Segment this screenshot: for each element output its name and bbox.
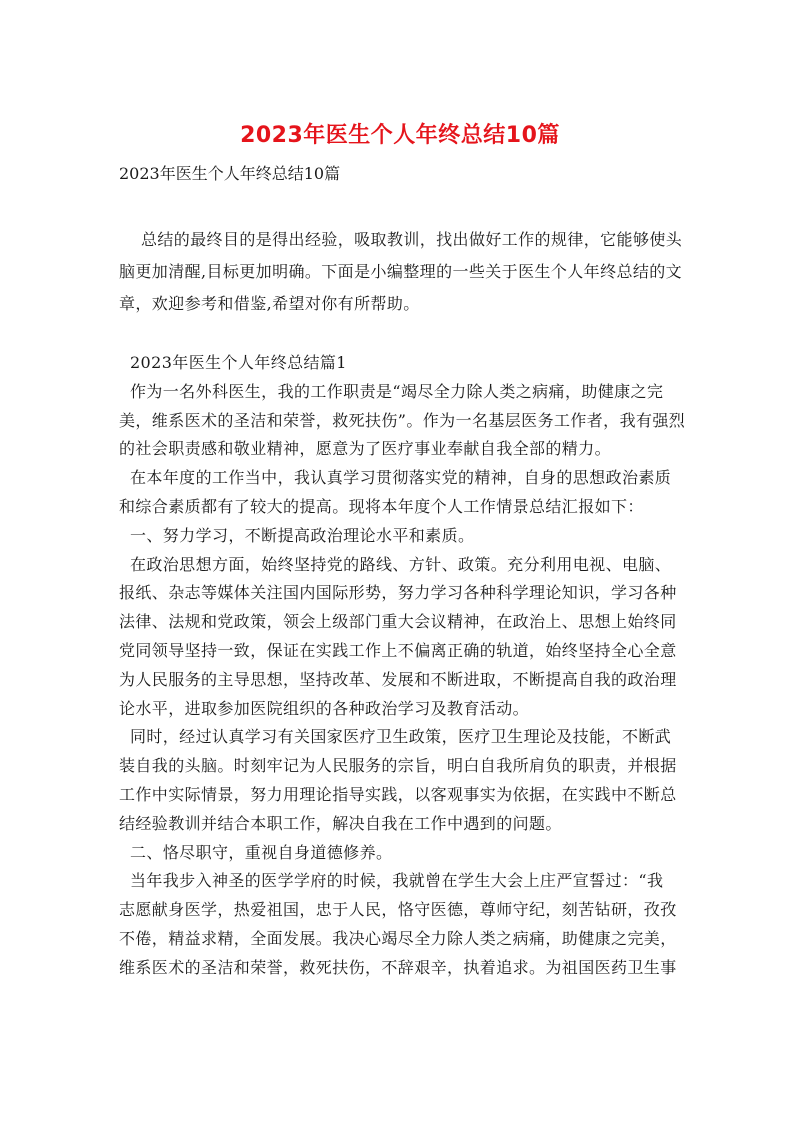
body-line: 志愿献身医学，热爱祖国，忠于人民，恪守医德，尊师守纪，刻苦钻研，孜孜 [119,900,677,920]
body-line: 在政治思想方面，始终坚持党的路线、方针、政策。充分利用电视、电脑、 [119,554,672,574]
body-line: 二、恪尽职守，重视自身道德修养。 [119,842,393,862]
body-line: 一、努力学习，不断提高政治理论水平和素质。 [119,525,475,545]
body-line: 工作中实际情景，努力用理论指导实践，以客观事实为依据，在实践中不断总 [119,784,677,804]
body-line: 论水平，进取参加医院组织的各种政治学习及教育活动。 [119,698,530,718]
body-line: 维系医术的圣洁和荣誉，救死扶伤，不辞艰辛，执着追求。为祖国医药卫生事 [119,957,677,977]
body-line: 党同领导坚持一致，保证在实践工作上不偏离正确的轨道，始终坚持全心全意 [119,640,677,660]
document-subtitle: 2023年医生个人年终总结10篇 [119,164,341,183]
document-title: 2023年医生个人年终总结10篇 [240,123,560,148]
body-line: 装自我的头脑。时刻牢记为人民服务的宗旨，明白自我所肩负的职责，并根据 [119,756,677,776]
body-line: 报纸、杂志等媒体关注国内国际形势，努力学习各种科学理论知识，学习各种 [119,583,677,603]
intro-line: 脑更加清醒,目标更加明确。下面是小编整理的一些关于医生个人年终总结的文 [119,262,683,281]
document-body [119,349,685,983]
intro-line: 章，欢迎参考和借鉴,希望对你有所帮助。 [119,294,420,313]
body-line: 当年我步入神圣的医学学府的时候，我就曾在学生大会上庄严宣誓过：“我 [119,871,664,891]
body-line: 美，维系医术的圣洁和荣誉，救死扶伤”。作为一名基层医务工作者，我有强烈 [119,410,686,430]
body-line: 2023年医生个人年终总结篇1 [119,353,347,372]
intro-paragraph [119,224,685,320]
body-line: 的社会职责感和敬业精神，愿意为了医疗事业奉献自我全部的精力。 [119,439,612,459]
body-line: 不倦，精益求精，全面发展。我决心竭尽全力除人类之病痛，助健康之完美， [119,928,677,948]
intro-line: 总结的最终目的是得出经验，吸取教训，找出做好工作的规律，它能够使头 [119,230,683,249]
body-line: 同时，经过认真学习有关国家医疗卫生政策，医疗卫生理论及技能，不断武 [119,727,672,747]
body-line: 为人民服务的主导思想，坚持改革、发展和不断进取，不断提高自我的政治理 [119,669,677,689]
body-line: 法律、法规和党政策，领会上级部门重大会议精神，在政治上、思想上始终同 [119,612,677,632]
body-line: 结经验教训并结合本职工作，解决自我在工作中遇到的问题。 [119,813,562,833]
body-line: 在本年度的工作当中，我认真学习贯彻落实党的精神，自身的思想政治素质 [119,468,672,488]
body-line: 作为一名外科医生，我的工作职责是“竭尽全力除人类之病痛，助健康之完 [119,381,664,401]
body-line: 和综合素质都有了较大的提高。现将本年度个人工作情景总结汇报如下： [119,496,644,516]
